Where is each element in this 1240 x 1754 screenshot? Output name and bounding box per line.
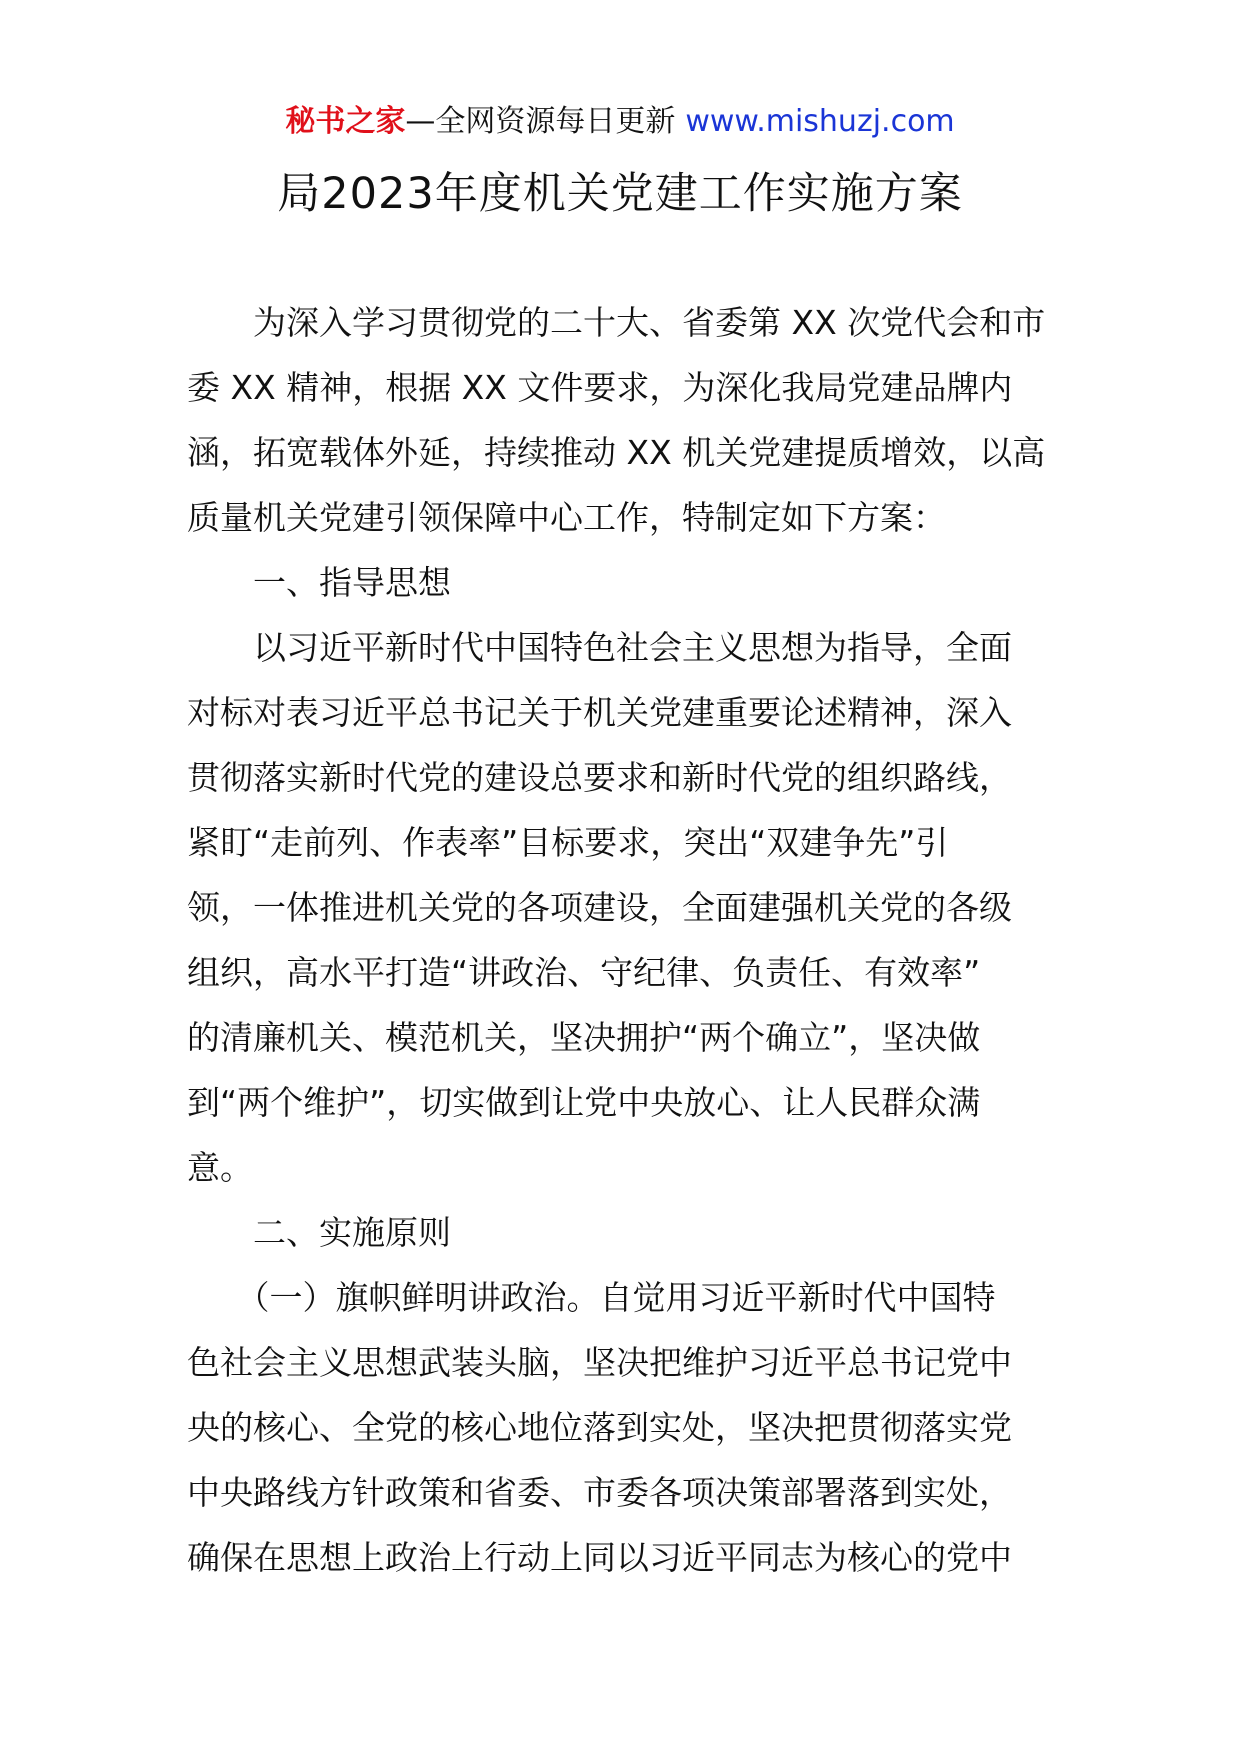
body-line: 紧盯“走前列、作表率”目标要求，突出“双建争先”引 xyxy=(187,823,949,862)
section-heading: 二、实施原则 xyxy=(187,1213,451,1252)
site-brand: 秘书之家 xyxy=(285,104,406,139)
body-line: 涵，拓宽载体外延，持续推动 XX 机关党建提质增效，以高 xyxy=(187,433,1046,472)
body-line: 到“两个维护”，切实做到让党中央放心、让人民群众满 xyxy=(187,1083,981,1122)
body-line: 中央路线方针政策和省委、市委各项决策部署落到实处， xyxy=(187,1473,1012,1512)
body-line: 色社会主义思想武装头脑，坚决把维护习近平总书记党中 xyxy=(187,1343,1012,1382)
body-line: 委 XX 精神，根据 XX 文件要求，为深化我局党建品牌内 xyxy=(187,368,1013,407)
body-line: 对标对表习近平总书记关于机关党建重要论述精神，深入 xyxy=(187,693,1012,732)
section-heading: 一、指导思想 xyxy=(187,563,451,602)
site-url-link[interactable]: www.mishuzj.com xyxy=(685,104,955,139)
site-slogan: —全网资源每日更新 xyxy=(405,104,676,139)
body-line: 的清廉机关、模范机关，坚决拥护“两个确立”，坚决做 xyxy=(187,1018,981,1057)
body-line: （一）旗帜鲜明讲政治。自觉用习近平新时代中国特 xyxy=(187,1278,996,1317)
body-line: 为深入学习贯彻党的二十大、省委第 XX 次党代会和市 xyxy=(187,303,1046,342)
body-line: 质量机关党建引领保障中心工作，特制定如下方案： xyxy=(187,498,946,537)
site-header xyxy=(0,100,1240,144)
body-line: 意。 xyxy=(187,1148,253,1187)
document-body xyxy=(187,290,1053,1590)
body-line: 以习近平新时代中国特色社会主义思想为指导，全面 xyxy=(187,628,1012,667)
body-line: 确保在思想上政治上行动上同以习近平同志为核心的党中 xyxy=(187,1538,1012,1577)
body-line: 贯彻落实新时代党的建设总要求和新时代党的组织路线， xyxy=(187,758,1012,797)
body-line: 领，一体推进机关党的各项建设，全面建强机关党的各级 xyxy=(187,888,1012,927)
body-line: 组织，高水平打造“讲政治、守纪律、负责任、有效率” xyxy=(187,953,981,992)
document-title: 局2023年度机关党建工作实施方案 xyxy=(277,169,963,219)
body-line: 央的核心、全党的核心地位落到实处，坚决把贯彻落实党 xyxy=(187,1408,1012,1447)
